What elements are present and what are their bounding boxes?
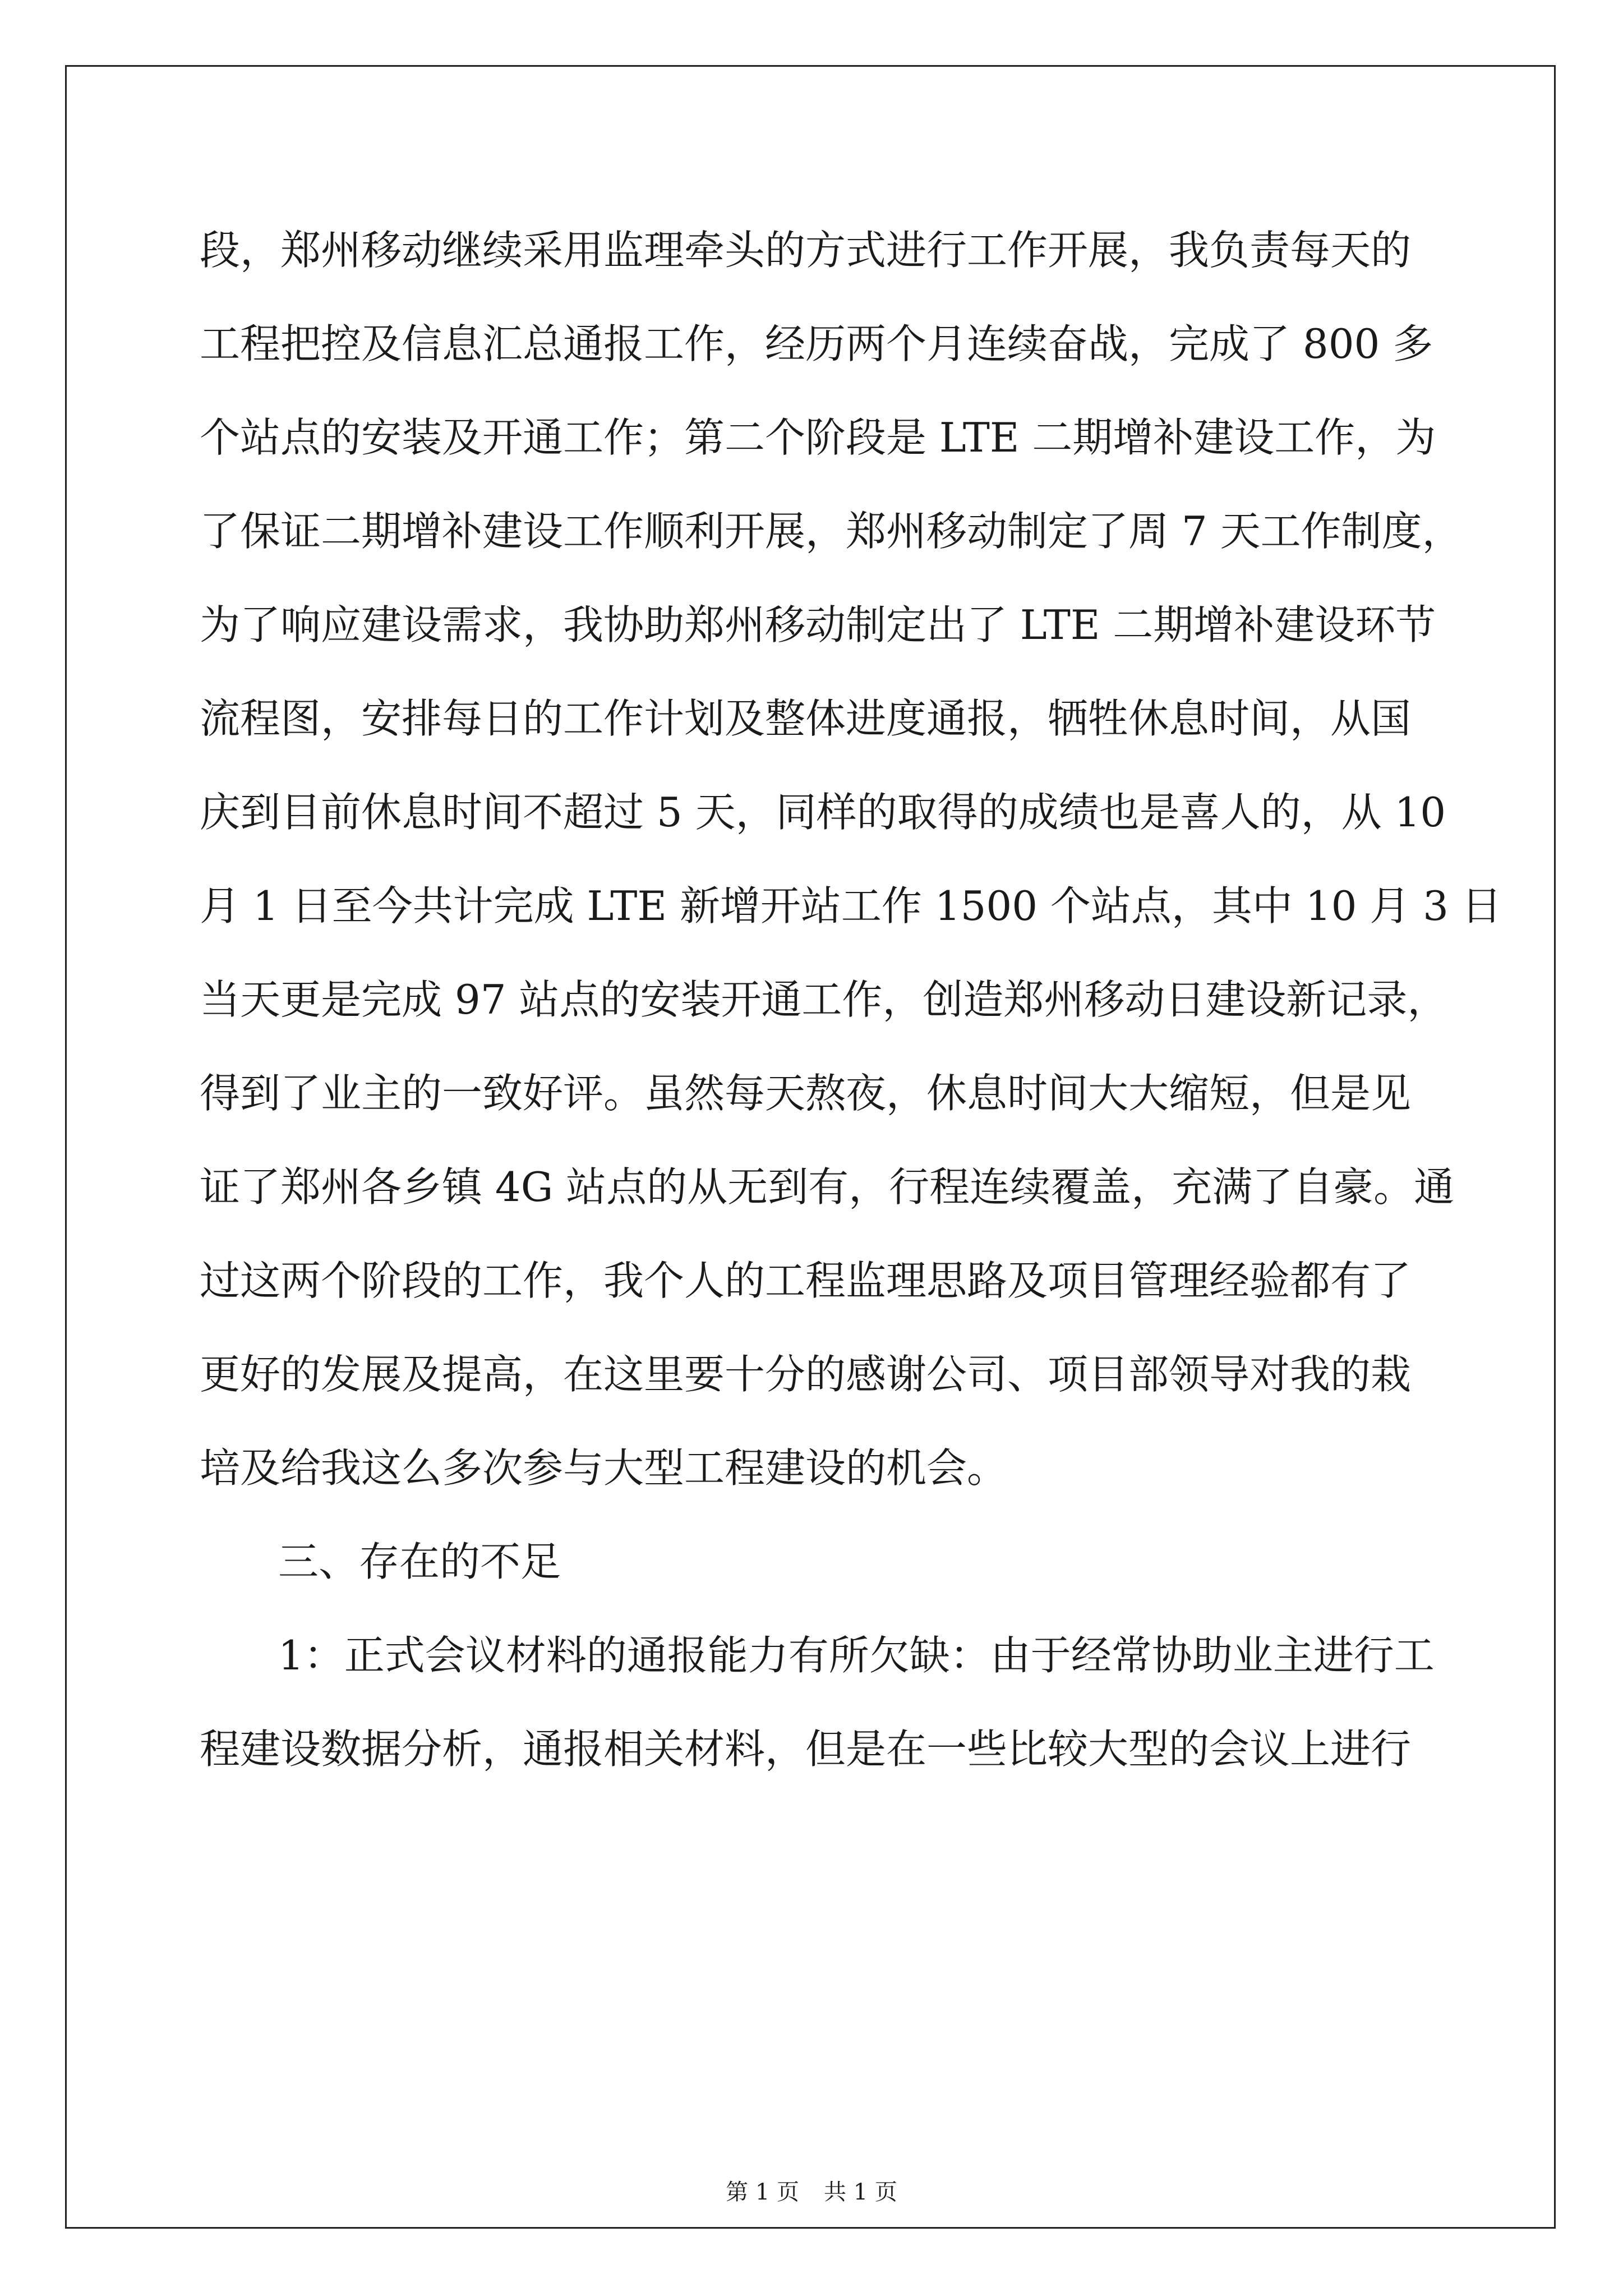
page-total: 共 1 页 <box>824 2179 897 2205</box>
paragraph-line: 流程图，安排每日的工作计划及整体进度通报，牺牲休息时间，从国 <box>200 695 1412 742</box>
paragraph-line: 段，郑州移动继续采用监理牵头的方式进行工作开展，我负责每天的 <box>200 227 1412 274</box>
paragraph-line: 更好的发展及提高，在这里要十分的感谢公司、项目部领导对我的栽 <box>200 1351 1412 1398</box>
list-item-line: 1：正式会议材料的通报能力有所欠缺：由于经常协助业主进行工 <box>278 1632 1435 1679</box>
paragraph-line: 得到了业主的一致好评。虽然每天熬夜，休息时间大大缩短，但是见 <box>200 1070 1412 1117</box>
paragraph-line: 过这两个阶段的工作，我个人的工程监理思路及项目管理经验都有了 <box>200 1257 1412 1304</box>
paragraph-line: 了保证二期增补建设工作顺利开展，郑州移动制定了周 7 天工作制度， <box>200 508 1463 555</box>
paragraph-line: 为了响应建设需求，我协助郑州移动制定出了 LTE 二期增补建设环节 <box>200 601 1436 648</box>
paragraph-line: 当天更是完成 97 站点的安装开通工作，创造郑州移动日建设新记录， <box>200 976 1448 1023</box>
page-border <box>65 65 1556 2229</box>
paragraph-line: 培及给我这么多次参与大型工程建设的机会。 <box>200 1444 1008 1492</box>
page-number: 第 1 页 <box>726 2179 799 2205</box>
paragraph-line: 庆到目前休息时间不超过 5 天，同样的取得的成绩也是喜人的，从 10 <box>200 789 1446 836</box>
paragraph-line: 个站点的安装及开通工作；第二个阶段是 LTE 二期增补建设工作，为 <box>200 414 1436 461</box>
paragraph-line: 月 1 日至今共计完成 LTE 新增开站工作 1500 个站点，其中 10 月 3 日 <box>200 882 1502 930</box>
paragraph-line: 证了郑州各乡镇 4G 站点的从无到有，行程连续覆盖，充满了自豪。通 <box>200 1163 1455 1211</box>
page-footer <box>0 2181 1623 2203</box>
paragraph-line: 工程把控及信息汇总通报工作，经历两个月连续奋战，完成了 800 多 <box>200 320 1433 367</box>
list-item-line: 程建设数据分析，通报相关材料，但是在一些比较大型的会议上进行 <box>200 1726 1412 1773</box>
section-heading: 三、存在的不足 <box>278 1538 561 1585</box>
